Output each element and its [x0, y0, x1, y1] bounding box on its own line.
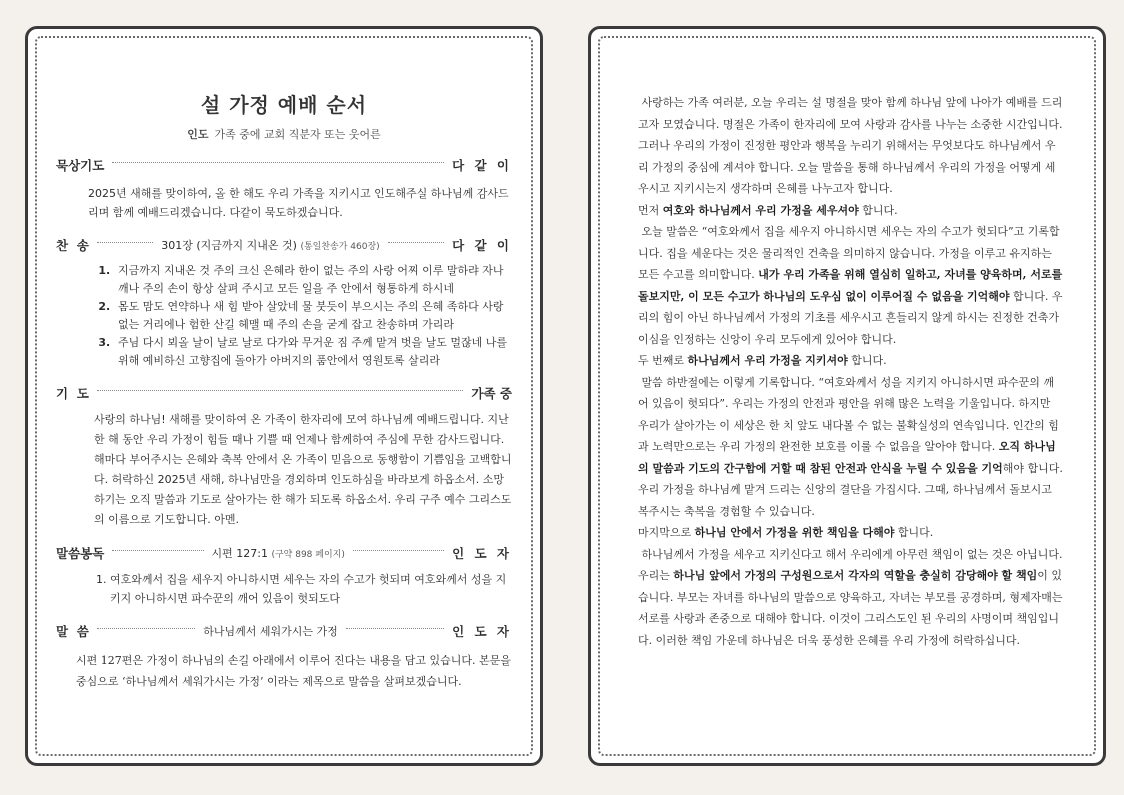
hymn-verse: 1. 지금까지 지내온 것 주의 크신 은혜라 한이 없는 주의 사랑 어찌 이루 말하랴 자나 깨나 주의 손이 항상 살펴 주시고 모든 일을 주 안에서 형통하게 하시네: [114, 262, 512, 298]
section-prayer: [56, 384, 512, 402]
paragraph-text: 합니다.: [858, 203, 898, 217]
right-page: [588, 26, 1106, 766]
leader-dots: [97, 628, 195, 629]
leader-dots: [388, 242, 444, 243]
section-label: 기 도: [56, 386, 89, 401]
scripture-text: 1. 여호와께서 집을 세우지 아니하시면 세우는 자의 수고가 헛되며 여호와께서 성을 지키지 아니하시면 파수꾼의 깨어 있음이 헛되도다: [96, 573, 507, 605]
paragraph-text: 합니다.: [894, 526, 934, 539]
leader-dots: [112, 162, 444, 163]
paragraph-text: 두 번째로: [638, 354, 688, 367]
paragraph-text: 오늘 말씀은 “여호와께서 집을 세우지 아니하시면 세우는 자의 수고가 헛되다”고 기록합니다. 집을 세운다는 것은 물리적인 건축을 의미하지 않습니다. 가정을 이루고 유지하는 모든 수고를 의미합니다.: [638, 225, 1060, 281]
section-hymn: [56, 236, 512, 254]
leader-dots: [353, 550, 444, 551]
scripture-page: (구약 898 페이지): [271, 550, 345, 560]
page-title: 설 가정 예배 순서: [200, 93, 368, 117]
paragraph-text: 하나님께서 가정을 세우고 지키신다고 해서 우리에게 아무런 책임이 없는 것은 아닙니다. 우리는: [638, 547, 1063, 582]
section-scripture-reading: [56, 544, 512, 562]
leader-dots: [346, 628, 444, 629]
leader-dots: [97, 390, 464, 391]
emphasis-text: 하나님께서 우리 가정을 지키셔야: [687, 354, 848, 367]
section-role: 다 같 이: [452, 238, 513, 253]
sermon-point-heading: [638, 522, 1063, 544]
sermon-point-heading: [638, 200, 1063, 222]
emphasis-text: 내가 우리 가족을 위해 열심히 일하고, 자녀를 양육하며, 서로를 돌보지만, 이 모든 수고가 하나님의 도우심 없이 이루어질 수 없음을 기억해야: [638, 268, 1063, 303]
sermon-title: 하나님께서 세워가시는 가정: [203, 625, 338, 638]
leader-label: 인도: [187, 128, 209, 141]
emphasis-text: 하나님 안에서 가정을 위한 책임을 다해야: [694, 526, 895, 539]
section-role: 인 도 자: [452, 546, 513, 561]
leader-dots: [97, 242, 153, 243]
leader-note: [56, 126, 512, 142]
paragraph-text: 합니다. 우리의 힘이 아닌 하나님께서 가정의 기초를 세우시고 흔들리지 않게 하시는 진정한 건축가이심을 인정하는 신앙이 우리 모두에게 있어야 합니다.: [638, 289, 1063, 346]
emphasis-text: 여호와 하나님께서 우리 가정을 세우셔야: [662, 203, 859, 217]
section-role: 인 도 자: [452, 624, 512, 639]
section-label: 묵상기도: [56, 158, 105, 173]
hymn-verse: 2. 몸도 맘도 연약하나 새 힘 받아 살았네 물 붓듯이 부으시는 주의 은혜 족하다 사랑 없는 거리에나 험한 산길 헤맬 때 주의 손을 굳게 잡고 찬송하며 가리라: [114, 298, 512, 334]
section-sermon: [56, 622, 512, 640]
sermon-paragraph: [638, 544, 1063, 652]
section-role: 다 같 이: [452, 158, 512, 173]
sermon-body: [638, 92, 1063, 651]
sermon-paragraph: [638, 372, 1063, 523]
leader-dots: [112, 550, 203, 551]
paragraph-text: 사랑하는 가족 여러분, 오늘 우리는 설 명절을 맞아 함께 하나님 앞에 나아가 예배를 드리고자 모였습니다. 명절은 가족이 한자리에 모여 사랑과 감사를 나누는 소중한 시간입니다. 그러나 우리의 가정이 진정한 평안과 행복을 누리기 위해서는 무엇보다도 하나님께서 우리 가정의 중심에 계셔야 합니다. 오늘 말씀을 통해 하나님께서 우리의 가정을 어떻게 세우시고 지키시는지 생각하며 은혜를 나누고자 합니다.: [638, 96, 1063, 195]
paragraph-text: 마지막으로: [638, 526, 695, 539]
left-page: [25, 26, 543, 766]
section-silent-prayer: [56, 156, 512, 174]
paragraph-text: 합니다.: [847, 354, 887, 367]
hymn-number: 301장 (지금까지 지내온 것): [161, 239, 297, 252]
scripture-reference: [212, 545, 345, 561]
emphasis-text: 오직 하나님의 말씀과 기도의 간구함에 거할 때 참된 안전과 안식을 누릴 수 있음을 기억: [638, 440, 1056, 475]
hymn-alt-number: (통일찬송가 460장): [300, 242, 380, 252]
section-label: 찬 송: [56, 238, 89, 253]
paragraph-text: 이 있습니다. 부모는 자녀를 하나님의 말씀으로 양육하고, 자녀는 부모를 공경하며, 형제자매는 서로를 사랑과 존중으로 대해야 합니다. 이것이 그리스도인 된 우리의 사명이며 책임입니다. 이러한 책임 가운데 하나님은 더욱 풍성한 은혜를 우리 가정에 허락하십니다.: [638, 569, 1063, 647]
sermon-point-heading: [638, 350, 1063, 372]
paragraph-text: 먼저: [638, 203, 663, 217]
hymn-verse: 3. 주님 다시 뵈올 날이 날로 날로 다가와 무거운 짐 주께 맡겨 벗을 날도 멀잖네 나를 위해 예비하신 고향집에 돌아가 아버지의 품안에서 영원토록 살리라: [114, 334, 512, 370]
section-label: 말씀봉독: [56, 546, 105, 561]
sermon-paragraph: [638, 92, 1063, 200]
hymn-title: [161, 237, 379, 253]
hymn-verses: [56, 262, 512, 370]
section-label: 말 씀: [56, 624, 89, 639]
section-role: 가족 중: [471, 386, 512, 401]
paragraph-text: 말씀 하반절에는 이렇게 기록합니다. “여호와께서 성을 지키지 아니하시면 파수꾼의 깨어 있음이 헛되다”. 우리는 가정의 안전과 평안을 위해 많은 노력을 기울입니다. 하지만 우리가 살아가는 이 세상은 한 치 앞도 내다볼 수 없는 불확실성의 연속입니다. 인간의 힘과 노력만으로는 우리 가정의 완전한 보호를 이룰 수 없음을 알아야 합니다.: [638, 375, 1059, 453]
silent-prayer-text: 2025년 새해를 맞이하여, 올 한 해도 우리 가족을 지키시고 인도해주실 하나님께 감사드리며 함께 예배드리겠습니다. 다같이 묵도하겠습니다.: [88, 187, 509, 219]
prayer-text: 사랑의 하나님! 새해를 맞이하여 온 가족이 한자리에 모여 하나님께 예배드립니다. 지난 한 해 동안 우리 가정이 힘들 때나 기쁠 때 언제나 함께하여 주심에 무한 감사드립니다. 해마다 부어주시는 은혜와 축복 안에서 온 가족이 믿음으로 동행함이 기쁨임을 고백합니다. 허락하신 2025년 새해, 하나님만을 경외하며 인도하심을 바라보게 하옵소서. 소망하기는 오직 말씀과 기도로 살아가는 한 해가 되도록 하옵소서. 우리 구주 예수 그리스도의 이름으로 기도합니다. 아멘.: [94, 413, 512, 526]
sermon-intro-text: 시편 127편은 가정이 하나님의 손길 아래에서 이루어 진다는 내용을 담고 있습니다. 본문을 중심으로 ‘하나님께서 세워가시는 가정’ 이라는 제목으로 말씀을 살펴보겠습니다.: [76, 654, 511, 688]
left-page-content: [56, 89, 512, 692]
sermon-paragraph: [638, 221, 1063, 350]
paragraph-text: 해야 합니다. 우리 가정을 하나님께 맡겨 드리는 신앙의 결단을 가집시다. 그때, 하나님께서 돌보시고 복주시는 축복을 경험할 수 있습니다.: [638, 461, 1063, 518]
emphasis-text: 하나님 앞에서 가정의 구성원으로서 각자의 역할을 충실히 감당해야 할 책임: [673, 569, 1038, 582]
leader-text: 가족 중에 교회 직분자 또는 웃어른: [214, 128, 381, 141]
scripture-verse-ref: 시편 127:1: [211, 547, 268, 560]
